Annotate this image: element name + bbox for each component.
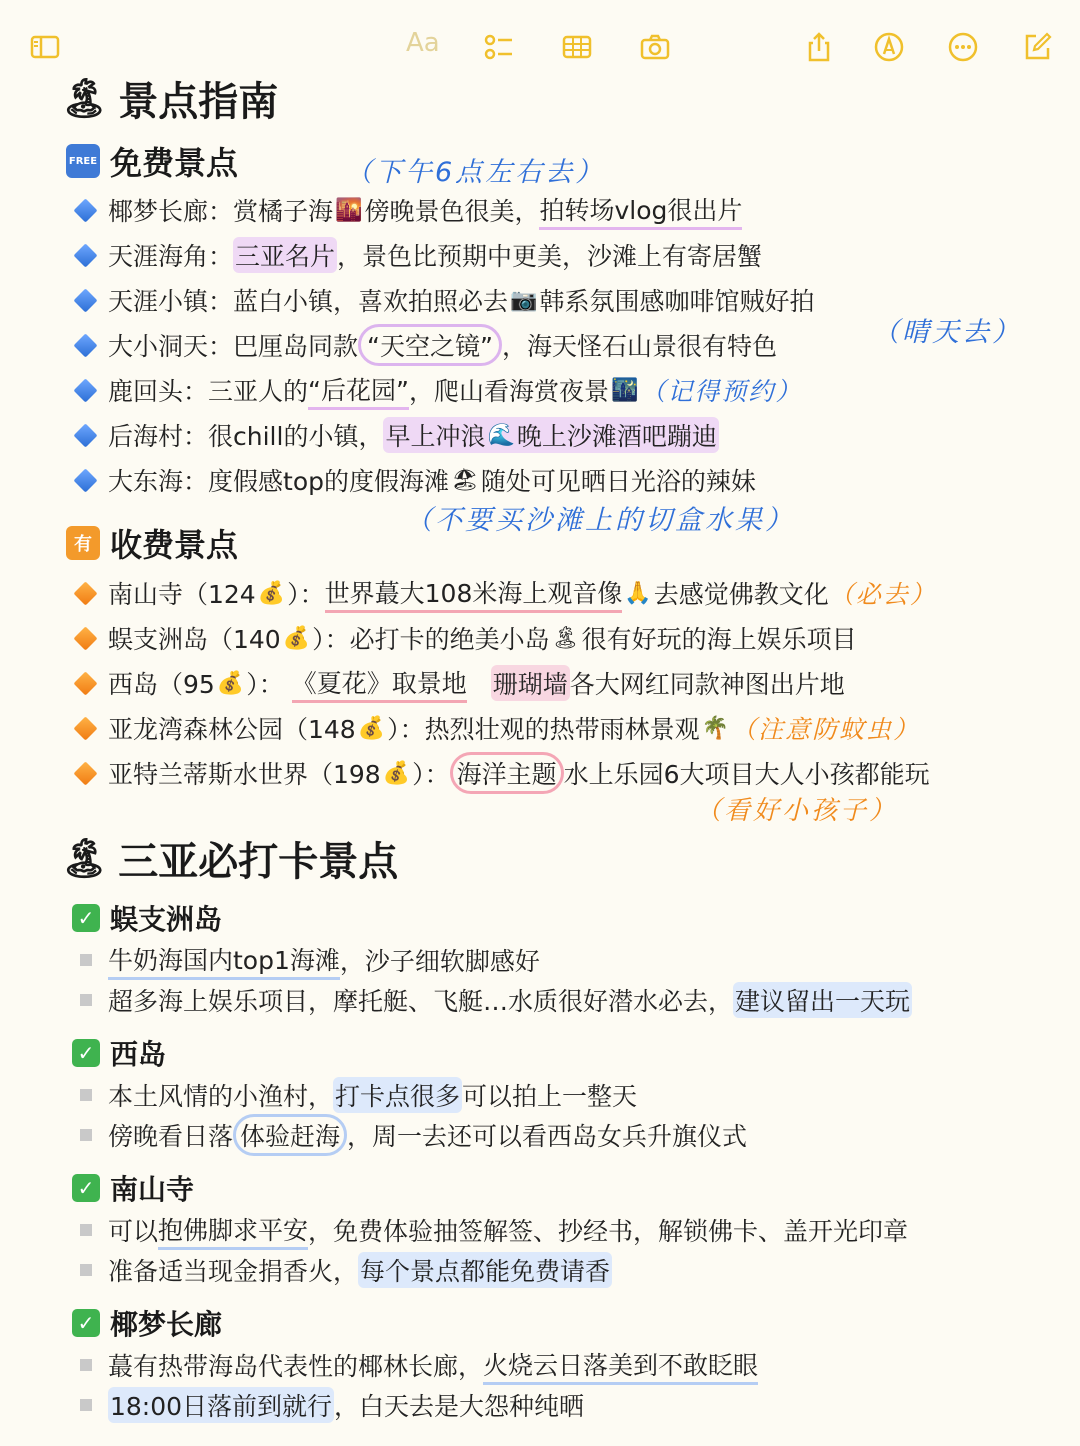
bullet-square-icon <box>80 1359 92 1371</box>
item-name: 亚龙湾森林公园（148 <box>108 715 356 744</box>
item-text: 本土风情的小渔村， <box>108 1082 334 1111</box>
item-text: ，免费体验抽签解签、抄经书，解锁佛卡、盖开光印章 <box>308 1217 909 1246</box>
handwritten-note: （晴天去） <box>872 317 1022 348</box>
item-text: 很chill的小镇， <box>208 422 384 451</box>
list-item <box>72 460 756 500</box>
toolbar <box>0 0 1080 80</box>
item-text: 超多海上娱乐项目，摩托艇、飞艇…水质很好潜水必去， <box>108 987 734 1016</box>
bullet-square-icon <box>80 1399 92 1411</box>
share-icon[interactable] <box>802 30 836 64</box>
markup-icon[interactable] <box>872 30 906 64</box>
orange-diamond-icon <box>72 715 98 741</box>
spot-name: 椰梦长廊 <box>110 1308 223 1341</box>
highlight-text: 建议留出一天玩 <box>733 982 912 1018</box>
blue-diamond-icon <box>72 377 98 403</box>
money-bag-icon: 💰 <box>382 760 411 786</box>
highlight-text: 《夏花》取景地 <box>292 664 467 703</box>
highlight-text: 牛奶海国内top1海滩 <box>108 941 340 980</box>
item-name: 大东海： <box>108 467 209 496</box>
blue-diamond-icon <box>72 197 98 223</box>
item-name: 椰梦长廊： <box>108 197 234 226</box>
highlight-text: 早上冲浪 <box>385 422 486 451</box>
list-item <box>72 663 845 703</box>
orange-diamond-icon <box>72 625 98 651</box>
item-name: 后海村： <box>108 422 209 451</box>
item-text: 可以 <box>108 1217 159 1246</box>
item-text: ）： <box>312 625 350 654</box>
list-item <box>72 370 802 410</box>
title-text: 景点指南 <box>118 79 279 125</box>
page-title <box>60 70 278 127</box>
item-text: ）： <box>246 670 284 699</box>
format-text-button[interactable]: Aa <box>406 28 440 58</box>
sidebar-icon[interactable] <box>28 30 62 64</box>
handwritten-note: （注意防蚊虫） <box>731 715 921 744</box>
item-text: ，周一去还可以看西岛女兵升旗仪式 <box>347 1122 748 1151</box>
blue-diamond-icon <box>72 422 98 448</box>
list-item <box>72 415 719 455</box>
handwritten-note: （必去） <box>828 580 937 609</box>
spot-name: 西岛 <box>110 1038 167 1071</box>
item-name: 西岛（95 <box>108 670 215 699</box>
list-item <box>72 618 857 658</box>
highlight-text: 晚上沙滩酒吧蹦迪 <box>516 422 717 451</box>
item-text: 各大网红同款神图出片地 <box>569 670 845 699</box>
item-text: 热烈壮观的热带雨林景观 <box>424 715 700 744</box>
blue-diamond-icon <box>72 287 98 313</box>
item-text: ）： <box>387 715 425 744</box>
item-text: 蓝白小镇，喜欢拍照必去 <box>233 287 509 316</box>
check-icon: ✓ <box>72 1174 100 1202</box>
item-text: 韩系氛围感咖啡馆贼好拍 <box>539 287 815 316</box>
highlight-text: “后花园” <box>308 371 409 410</box>
item-text: 随处可见晒日光浴的辣妹 <box>480 467 756 496</box>
check-icon: ✓ <box>72 1309 100 1337</box>
item-name: 天涯小镇： <box>108 287 234 316</box>
money-bag-icon: 💰 <box>216 670 245 696</box>
bullet-item <box>80 1075 637 1115</box>
camera-icon[interactable] <box>638 30 672 64</box>
item-text: ，景色比预期中更美，沙滩上有寄居蟹 <box>337 242 763 271</box>
item-name: 蜈支洲岛（140 <box>108 625 281 654</box>
orange-diamond-icon <box>72 670 98 696</box>
spot-heading <box>72 1033 166 1073</box>
item-name: 亚特兰蒂斯水世界（198 <box>108 760 381 789</box>
item-name: 鹿回头： <box>108 377 209 406</box>
list-item <box>72 708 920 748</box>
list-item <box>72 235 762 275</box>
pray-icon: 🙏 <box>624 580 652 606</box>
money-bag-icon: 💰 <box>257 580 286 606</box>
highlight-text: 珊瑚墙 <box>491 665 570 701</box>
bullet-item <box>80 1210 908 1250</box>
item-text: 去感觉佛教文化 <box>653 580 829 609</box>
title-text: 三亚必打卡景点 <box>118 839 399 885</box>
item-text: 必打卡的绝美小岛 <box>349 625 550 654</box>
palm-tree-icon: 🌴 <box>701 715 730 741</box>
highlight-text: 抱佛脚求平安 <box>158 1211 308 1250</box>
item-text: ）： <box>412 760 450 789</box>
item-text: 三亚人的 <box>208 377 309 406</box>
bullet-square-icon <box>80 1224 92 1236</box>
bullet-square-icon <box>80 954 92 966</box>
item-text: 巴厘岛同款 <box>233 332 359 361</box>
handwritten-note: （不要买沙滩上的切盒水果） <box>405 505 795 536</box>
free-badge-icon: FREE <box>66 144 100 178</box>
island-icon: 🏝 <box>60 76 109 120</box>
money-bag-icon: 💰 <box>357 715 386 741</box>
list-item <box>72 280 814 320</box>
table-icon[interactable] <box>560 30 594 64</box>
more-icon[interactable] <box>946 30 980 64</box>
section-title-large <box>60 830 398 887</box>
spot-heading <box>72 1168 194 1208</box>
compose-icon[interactable] <box>1020 30 1054 64</box>
bullet-square-icon <box>80 1129 92 1141</box>
spot-name: 南山寺 <box>110 1173 195 1206</box>
blue-diamond-icon <box>72 467 98 493</box>
circled-text: 体验赶海 <box>233 1114 347 1156</box>
camera-emoji-icon: 📷 <box>510 287 538 313</box>
list-item <box>72 753 930 793</box>
handwritten-note: （记得预约） <box>640 377 803 406</box>
circled-text: 海洋主题 <box>450 752 564 794</box>
list-item <box>72 325 777 365</box>
item-name: 天涯海角： <box>108 242 234 271</box>
bullet-item <box>80 1250 612 1290</box>
highlight-text: 18:00日落前到就行 <box>108 1387 334 1423</box>
item-text: 度假感top的度假海滩 <box>208 467 449 496</box>
money-bag-icon: 💰 <box>282 625 311 651</box>
item-text: ，海天怪石山景很有特色 <box>501 332 777 361</box>
bullet-item <box>80 1345 758 1385</box>
highlight-text: 拍转场vlog很出片 <box>539 191 742 230</box>
paid-badge-icon: 有 <box>66 526 100 560</box>
sunset-icon: 🌇 <box>335 197 363 223</box>
item-text: ，爬山看海赏夜景 <box>408 377 609 406</box>
highlight-text: 世界蕞大108米海上观音像 <box>325 574 623 613</box>
bullet-item <box>80 980 912 1020</box>
item-text: 傍晚看日落 <box>108 1122 234 1151</box>
list-item <box>72 573 937 613</box>
free-section-heading <box>66 138 238 184</box>
list-item <box>72 190 742 230</box>
item-text: ，沙子细软脚感好 <box>339 947 540 976</box>
bullet-item <box>80 940 540 980</box>
item-text: 赏橘子海 <box>233 197 334 226</box>
item-name: 大小洞天： <box>108 332 234 361</box>
bullet-item <box>80 1385 584 1425</box>
highlight-text: 火烧云日落美到不敢眨眼 <box>483 1346 758 1385</box>
check-icon: ✓ <box>72 904 100 932</box>
section-title: 免费景点 <box>110 144 239 182</box>
handwritten-note: （看好小孩子） <box>695 796 899 826</box>
paid-section-heading <box>66 520 238 566</box>
bullet-square-icon <box>80 994 92 1006</box>
night-city-icon: 🌃 <box>610 377 639 403</box>
item-name: 南山寺（124 <box>108 580 256 609</box>
item-text: 水上乐园6大项目大人小孩都能玩 <box>563 760 930 789</box>
item-text: ）： <box>287 580 325 609</box>
item-text: 可以拍上一整天 <box>462 1082 638 1111</box>
highlight-text: 每个景点都能免费请香 <box>358 1252 612 1288</box>
item-text: 傍晚景色很美， <box>364 197 540 226</box>
blue-diamond-icon <box>72 242 98 268</box>
wave-icon: 🌊 <box>487 422 515 448</box>
spot-name: 蜈支洲岛 <box>110 903 223 936</box>
orange-diamond-icon <box>72 760 98 786</box>
bullet-square-icon <box>80 1089 92 1101</box>
circled-text: “天空之镜” <box>358 324 502 366</box>
highlight-text: 打卡点很多 <box>333 1077 462 1113</box>
bullet-square-icon <box>80 1264 92 1276</box>
spot-heading <box>72 898 222 938</box>
item-text: ，白天去是大怨种纯晒 <box>334 1392 585 1421</box>
bullet-item <box>80 1115 747 1155</box>
check-icon: ✓ <box>72 1039 100 1067</box>
handwritten-note: （下午6点左右去） <box>345 157 606 188</box>
item-text: 蕞有热带海岛代表性的椰林长廊， <box>108 1352 484 1381</box>
highlight-text: 三亚名片 <box>233 237 337 273</box>
item-text: 准备适当现金捐香火， <box>108 1257 359 1286</box>
item-text: 很有好玩的海上娱乐项目 <box>581 625 857 654</box>
orange-diamond-icon <box>72 580 98 606</box>
checklist-icon[interactable] <box>482 30 516 64</box>
island-emoji-icon: 🏝 <box>551 625 580 651</box>
blue-diamond-icon <box>72 332 98 358</box>
beach-umbrella-icon: 🏖 <box>450 467 479 493</box>
section-title: 收费景点 <box>110 526 239 564</box>
spot-heading <box>72 1303 222 1343</box>
island-icon: 🏝 <box>60 836 109 880</box>
